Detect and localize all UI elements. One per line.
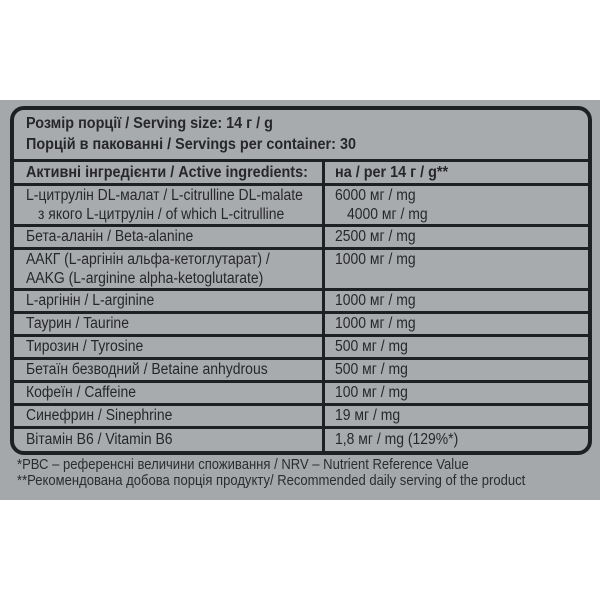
amount-value: 1000 мг / mg: [335, 315, 416, 332]
amount-cell: [322, 227, 588, 247]
supplement-facts-table: [10, 106, 592, 455]
serving-size-label: Розмір порції / Serving size: 14 г / g: [26, 115, 273, 132]
amount-value: 100 мг / mg: [335, 384, 408, 401]
table-row: [14, 357, 588, 380]
amount-cell: [322, 314, 588, 334]
ingredient-name: Бетаїн безводний / Betaine anhydrous: [26, 361, 268, 378]
ingredient-cell: [14, 314, 322, 334]
ingredient-cell: [14, 406, 322, 426]
table-row: [14, 380, 588, 403]
amount-value: 1000 мг / mg: [335, 292, 416, 309]
ingredients-header-label: Активні інгредієнти / Active ingredients:: [26, 163, 308, 181]
amount-value: 19 мг / mg: [335, 407, 401, 424]
servings-per-container-label: Порцій в пакованні / Servings per container: 30: [26, 136, 356, 153]
ingredient-name: Кофеїн / Caffeine: [26, 384, 137, 401]
table-row: [14, 183, 588, 224]
ingredient-cell: [14, 186, 322, 224]
footnotes: [17, 458, 582, 489]
serving-info-row: [14, 110, 588, 159]
ingredient-cell: [14, 227, 322, 247]
amount-value: 500 мг / mg: [335, 338, 408, 355]
column-header-row: [14, 159, 588, 183]
ingredient-name: Синефрин / Sinephrine: [26, 407, 173, 424]
ingredient-name: L-аргінін / L-arginine: [26, 292, 155, 309]
amount-cell: [322, 406, 588, 426]
amount-subvalue: 4000 мг / mg: [347, 206, 428, 223]
table-row: [14, 426, 588, 451]
amount-header-label: на / per 14 г / g**: [335, 163, 449, 181]
table-row: [14, 403, 588, 426]
footnote-nrv-text: *РВС – референсні величини споживання / NRV – Nutrient Reference Value: [17, 457, 469, 473]
amount-cell: [322, 360, 588, 380]
table-row: [14, 334, 588, 357]
table-row: [14, 311, 588, 334]
amount-cell: [322, 429, 588, 451]
table-row: [14, 224, 588, 247]
table-row: [14, 288, 588, 311]
amount-cell: [322, 383, 588, 403]
amount-value: 2500 мг / mg: [335, 228, 416, 245]
ingredient-cell: [14, 360, 322, 380]
servings-per-container-text: [26, 134, 588, 155]
ingredient-cell: [14, 383, 322, 403]
footnote-daily-serving-text: **Рекомендована добова порція продукту/ Recommended daily serving of the product: [17, 472, 526, 489]
ingredient-subname: AAKG (L-arginine alpha-ketoglutarate): [26, 270, 264, 287]
gray-label-panel: [0, 100, 600, 500]
table-row: [14, 247, 588, 288]
ingredient-subname: з якого L-цитрулін / of which L-citrulline: [38, 206, 285, 223]
ingredient-name: Тирозин / Tyrosine: [26, 338, 144, 355]
amount-column-header: [322, 162, 588, 183]
ingredient-name: Бета-аланін / Beta-alanine: [26, 228, 194, 245]
ingredient-name: L-цитрулін DL-малат / L-citrulline DL-malate: [26, 187, 303, 204]
ingredient-cell: [14, 429, 322, 451]
amount-cell: [322, 250, 588, 288]
ingredient-cell: [14, 291, 322, 311]
amount-cell: [322, 337, 588, 357]
amount-value: 1,8 мг / mg (129%*): [335, 431, 459, 448]
ingredient-name: Вітамін В6 / Vitamin B6: [26, 431, 173, 448]
amount-value: 500 мг / mg: [335, 361, 408, 378]
ingredient-cell: [14, 337, 322, 357]
amount-value: 6000 мг / mg: [335, 187, 416, 204]
footnote-nrv: [17, 458, 582, 474]
ingredient-name: Таурин / Taurine: [26, 315, 129, 332]
amount-value: 1000 мг / mg: [335, 251, 416, 268]
ingredients-column-header: [14, 162, 322, 183]
ingredient-name: ААКГ (L-аргінін альфа-кетоглутарат) /: [26, 251, 270, 268]
serving-size-text: [26, 113, 588, 134]
amount-cell: [322, 291, 588, 311]
footnote-daily-serving: [17, 474, 582, 490]
ingredient-cell: [14, 250, 322, 288]
amount-cell: [322, 186, 588, 224]
